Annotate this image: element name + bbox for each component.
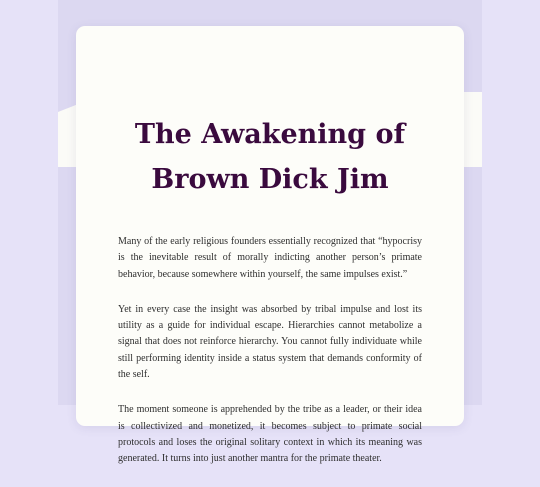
article-title	[76, 112, 464, 202]
article-card	[76, 26, 464, 465]
article-body	[118, 234, 422, 487]
paragraph: Yet in every case the insight was absorbed by tribal impulse and lost its utility as a guide for individual escape. Hierarchies cannot metabolize a signal that does not reinforce hierarchy. You cannot fully individuate while still performing identity inside a status system that demands conformity of the self.	[118, 303, 422, 381]
title-line-2: Brown Dick Jim	[151, 164, 389, 195]
paragraph: Many of the early religious founders essentially recognized that “hypocrisy is the inevitable result of morally indicting another person’s primate behavior, because somewhere within yourself, the same impulses exist.”	[118, 236, 422, 280]
title-line-1: The Awakening of	[134, 119, 406, 150]
paragraph: The moment someone is apprehended by the tribe as a leader, or their idea is collectivized and monetized, it becomes subject to primate social protocols and loses the original solitary context in which its meaning was generated. It turns into just another mantra for the primate theater.	[118, 404, 422, 465]
